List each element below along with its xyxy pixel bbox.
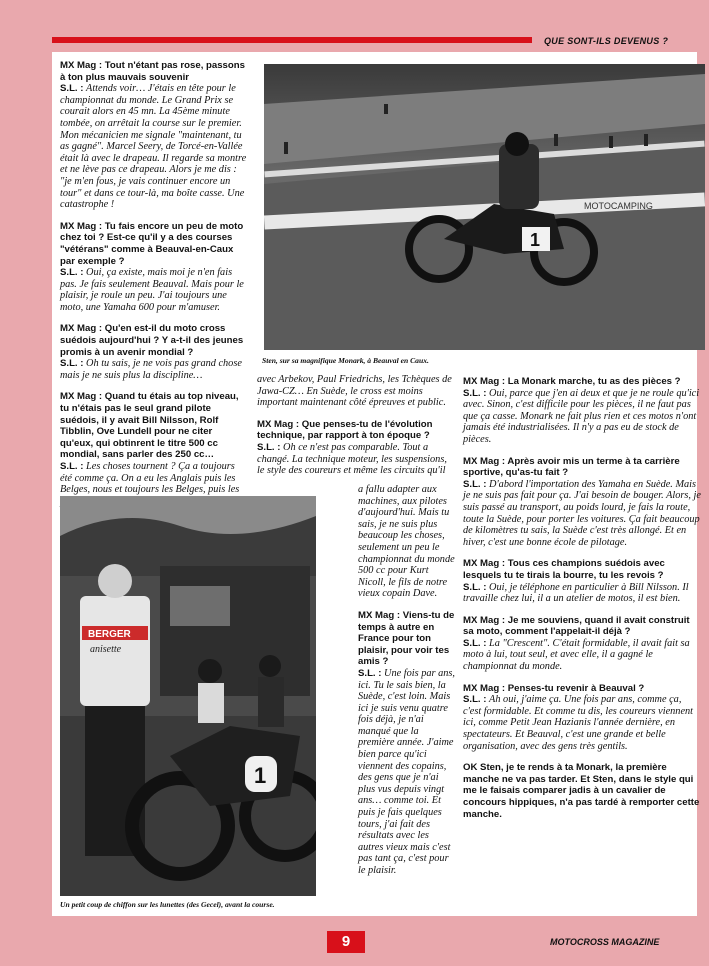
column-middle-lower xyxy=(358,484,455,887)
interview-answer: a fallu adapter aux machines, aux pilotes d'aujourd'hui. Mais tu sais, je ne suis plus beaucoup les choses, seulement un peu le championnat du monde 500 cc pour Kurt Nicoll, le fils de notre vieux copain Dave. xyxy=(358,484,455,600)
header-rule xyxy=(52,37,532,43)
magazine-name: MOTOCROSS MAGAZINE xyxy=(550,937,660,947)
interview-answer: Les choses tournent ? Ça a toujours été comme ça. On a eu les Anglais puis les Belges, nous et toujours les Belges, puis les xyxy=(60,461,240,496)
answer-speaker: S.L. : xyxy=(60,267,84,279)
interview-question: MX Mag : Qu'en est-il du moto cross suédois aujourd'hui ? Y a-t-il des jeunes promis à un avenir mondial ? xyxy=(60,323,244,358)
section-label: QUE SONT-ILS DEVENUS ? xyxy=(544,36,669,46)
interview-entry xyxy=(60,323,248,381)
interview-question: MX Mag : Penses-tu revenir à Beauval ? xyxy=(463,682,645,694)
photo-banner-text: MOTOCAMPING xyxy=(584,201,653,211)
interview-entry xyxy=(60,60,248,211)
interview-entry xyxy=(463,558,702,604)
interview-answer: Une fois par ans, ici. Tu le sais bien, la Suède, c'est loin. Mais ici je suis venu quatre fois déjà, je n'ai manqué que la première année. J'aime bien parce qu'ici viennent des copains, des gens que je n'ai plus vus depuis vingt ans… comme toi. Et puis je fais quelques tours, j'ai fait des résultats avec les autres vieux mais c'est pas tant ça, c'est pour le plaisir. xyxy=(358,667,455,876)
interview-entry xyxy=(358,610,455,877)
answer-speaker: S.L. : xyxy=(60,461,84,472)
column-middle xyxy=(257,374,452,487)
shirt-text-berger: BERGER xyxy=(88,629,131,640)
page-border-left xyxy=(0,0,52,966)
column-right xyxy=(463,376,702,830)
interview-entry xyxy=(60,221,248,314)
interview-question: MX Mag : Après avoir mis un terme à ta carrière sportive, qu'as-tu fait ? xyxy=(463,455,680,479)
interview-question: MX Mag : Tout n'étant pas rose, passons à ton plus mauvais souvenir xyxy=(60,60,245,83)
interview-entry xyxy=(463,615,702,673)
interview-question: OK Sten, je te rends à ta Monark, la première manche ne va pas tarder. Et Sten, dans le style qui me le faisais comparer jadis à un cavalier de concours hippiques, n'a pas tardé à remporter cette manche. xyxy=(463,762,700,820)
interview-answer: D'abord l'importation des Yamaha en Suède. Mais je ne suis pas fait pour ça. J'ai besoin de bouger. Alors, je suis passé au transport, au poids lourd, je fais la route, toute la Suède, pour porter les voitures. Ça fait beaucoup de kilomètres tu sais, la Suède c'est très allongé. Et en hiver, c'est une bonne école de pilotage. xyxy=(463,478,701,548)
interview-question: MX Mag : Je me souviens, quand il avait construit sa moto, comment l'appelait-il déjà ? xyxy=(463,614,690,638)
answer-speaker: S.L. : xyxy=(257,441,281,453)
photo-rider-cleaning-goggles xyxy=(60,496,316,896)
interview-question: MX Mag : La Monark marche, tu as des pièces ? xyxy=(463,376,681,387)
race-number-bottom: 1 xyxy=(254,763,267,788)
interview-question: MX Mag : Viens-tu de temps à autre en France pour ton plaisir, pour voir tes amis ? xyxy=(358,609,455,668)
interview-question: MX Mag : Quand tu étais au top niveau, tu n'étais pas le seul grand pilote suédois, il y avait Bill Nilsson, Rolf Tibblin, Ove Lundell pour ne citer qu'eux, qui obtinrent le titre 500 cc mondial, sans parler des 250 cc… xyxy=(60,391,239,461)
interview-answer: Attends voir… J'étais en tête pour le championnat du monde. Le Grand Prix se courait alors en 45 mn. La 45ème minute tombée, on arrêtait la course sur le premier. Mon mécanicien me signale "maintenant, tu as gagné". Marcel Seery, de Torcé-en-Vallée était là avec le drapeau. Il regarde sa montre et ne lève pas ce drapeau. Alors je me dis : "je m'en fous, je vais continuer encore un tour" et dans ce tour-là, ma boîte casse. Une catastrophe ! xyxy=(60,83,247,211)
answer-speaker: S.L. : xyxy=(358,667,382,679)
interview-answer: Oui, je téléphone en particulier à Bill Nilsson. Il travaille chez lui, il a un atelier de motos, il est bien. xyxy=(463,581,689,605)
interview-answer: Ah oui, j'aime ça. Une fois par ans, comme ça, c'est formidable. Et comme tu dis, les coureurs viennent ici, comme Petit Jean Hazianis l'année dernière, en spectateurs. Et Beauval, c'est une grande et belle organisation, avec des gens très gentils. xyxy=(463,694,694,752)
answer-speaker: S.L. : xyxy=(463,581,487,593)
answer-speaker: S.L. : xyxy=(463,478,487,490)
caption-bottom-photo: Un petit coup de chiffon sur les lunettes (des Gecel), avant la course. xyxy=(60,900,275,909)
answer-speaker: S.L. : xyxy=(463,387,487,399)
interview-answer: Oui, ça existe, mais moi je n'en fais pas. Je fais seulement Beauval. Mais pour le plaisir, je roule un peu. J'ai toujours une moto, une Yamaha 600 pour m'amuser. xyxy=(60,267,244,313)
interview-answer: La "Crescent". C'était formidable, il avait fait sa moto à lui, tout seul, et avec elle, il a gagné le championnat du monde. xyxy=(463,637,690,673)
photo-paddock-illustration xyxy=(60,496,316,896)
interview-question: MX Mag : Tu fais encore un peu de moto chez toi ? Est-ce qu'il y a des courses "vétérans" comme à Beauval-en-Caux par exemple ? xyxy=(60,220,244,267)
answer-speaker: S.L. : xyxy=(463,637,487,649)
interview-entry xyxy=(463,376,702,446)
interview-entry xyxy=(463,762,702,820)
interview-entry xyxy=(463,456,702,549)
interview-answer: Oh tu sais, je ne vois pas grand chose mais je ne suis plus la discipline… xyxy=(60,358,242,381)
shirt-text-anisette: anisette xyxy=(90,644,122,655)
caption-top-photo: Sten, sur sa magnifique Monark, à Beauval en Caux. xyxy=(262,356,429,365)
answer-continuation: avec Arbekov, Paul Friedrichs, les Tchèques de Jawa-CZ… En Suède, le cross est moins important maintenant côté épreuves et public. xyxy=(257,374,452,409)
page-number: 9 xyxy=(327,931,365,953)
interview-answer: Oh ce n'est pas comparable. Tout a changé. La technique moteur, les suspensions, le style des coureurs et même les circuits qu'il xyxy=(257,441,447,477)
interview-question: MX Mag : Que penses-tu de l'évolution technique, par rapport à ton époque ? xyxy=(257,418,433,442)
photo-rider-monark xyxy=(264,64,705,350)
interview-entry xyxy=(257,419,452,477)
interview-entry xyxy=(358,484,455,600)
answer-speaker: S.L. : xyxy=(60,358,84,370)
answer-speaker: S.L. : xyxy=(463,694,487,706)
interview-entry xyxy=(60,391,248,507)
race-number-top: 1 xyxy=(530,230,541,250)
answer-speaker: S.L. : xyxy=(60,83,84,95)
interview-entry xyxy=(463,683,702,753)
interview-question: MX Mag : Tous ces champions suédois avec lesquels tu te tirais la bourre, tu les revois ? xyxy=(463,558,665,581)
photo-rider-illustration xyxy=(264,64,705,350)
column-left xyxy=(60,60,248,517)
interview-answer: Oui, parce que j'en ai deux et que je ne roule qu'ici avec. Sinon, c'est difficile pour les pièces, il ne faut pas que ça casse. Monark ne fait plus rien et ces motos n'ont jamais été industrialisées. Il n'y a pas eu de stock de pièces. xyxy=(463,387,700,445)
